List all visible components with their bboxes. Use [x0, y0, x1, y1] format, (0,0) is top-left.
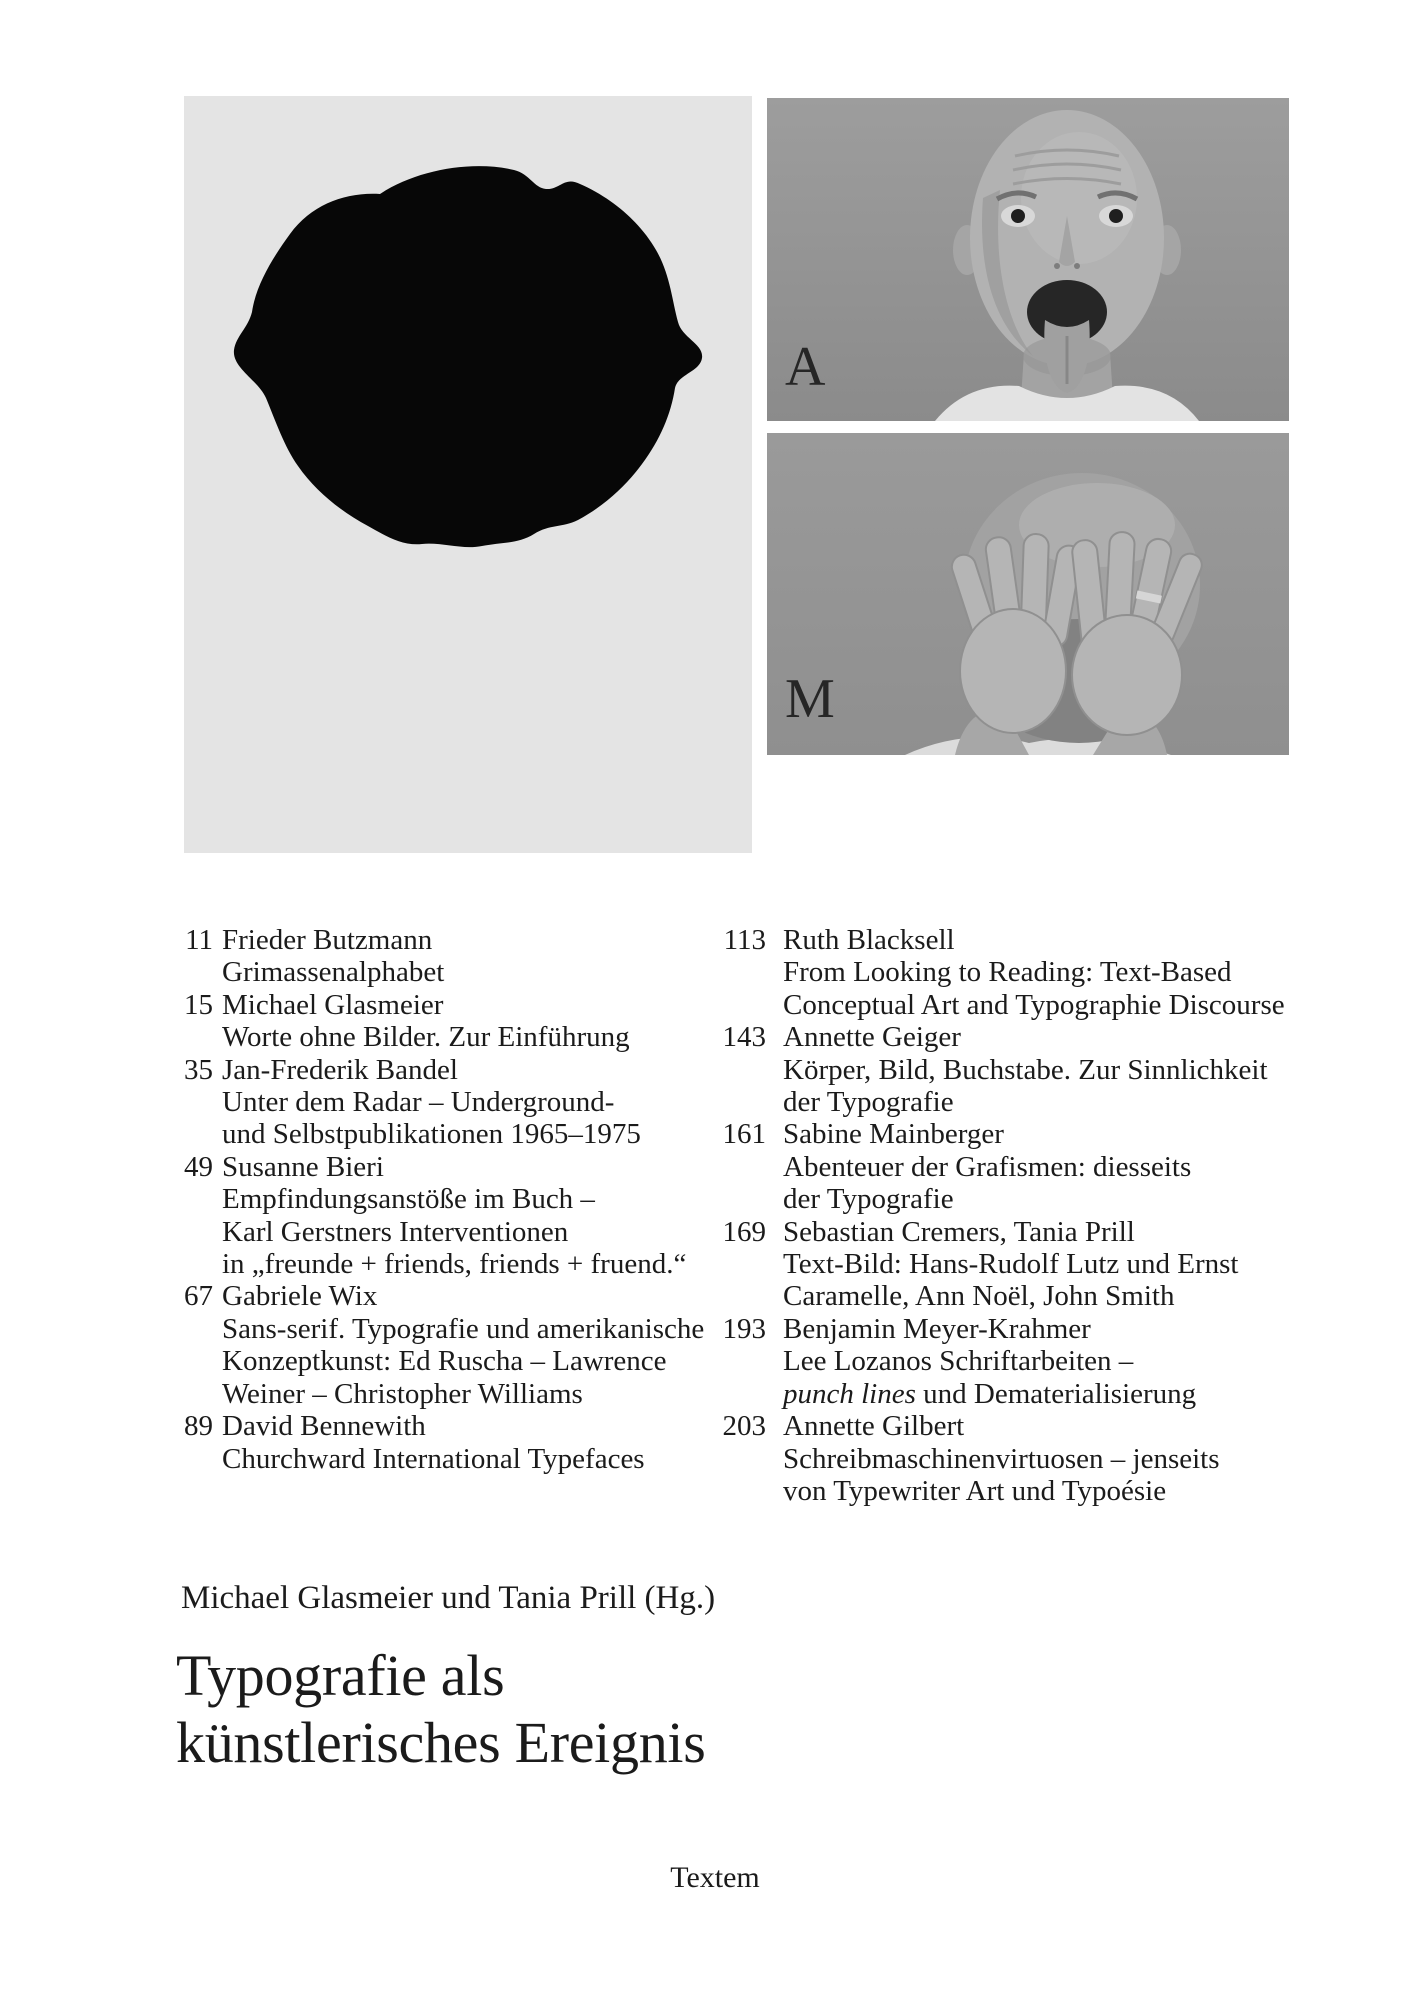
toc-line: der Typografie	[783, 1183, 954, 1216]
toc-page-number: 89	[184, 1410, 213, 1443]
toc-line: der Typografie	[783, 1086, 954, 1119]
grimace-portrait-a	[767, 98, 1289, 421]
toc-line: From Looking to Reading: Text-Based	[783, 956, 1232, 989]
ink-blob-shape	[234, 166, 702, 547]
toc-entry	[184, 989, 724, 1054]
toc-entry	[184, 1280, 724, 1410]
toc-line: Michael Glasmeier	[222, 988, 444, 1021]
toc-page-number: 15	[184, 988, 213, 1021]
book-title-line1: Typografie als	[176, 1643, 505, 1708]
photo-grimace-a	[767, 98, 1289, 421]
toc-entry	[722, 924, 1302, 1021]
editors-line: Michael Glasmeier und Tania Prill (Hg.)	[181, 1580, 716, 1616]
toc-entry-lines	[783, 1410, 1302, 1507]
toc-line: Annette Gilbert	[783, 1410, 965, 1443]
toc-page-number: 203	[722, 1410, 766, 1443]
toc-entry	[184, 1054, 724, 1151]
book-title	[176, 1642, 706, 1776]
toc-page-number: 11	[185, 924, 213, 956]
toc-page-number: 169	[722, 1215, 766, 1248]
toc-line: Gabriele Wix	[222, 1280, 378, 1313]
toc-line: Weiner – Christopher Williams	[222, 1377, 583, 1410]
toc-entry-lines	[222, 1151, 724, 1281]
toc-entry	[184, 1151, 724, 1281]
pupil-left	[1011, 209, 1025, 223]
ink-blob-panel	[184, 96, 752, 853]
grimace-portrait-m	[767, 433, 1289, 755]
toc-line: David Bennewith	[222, 1410, 426, 1443]
toc-line: von Typewriter Art und Typoésie	[783, 1474, 1167, 1507]
toc-line: Konzeptkunst: Ed Ruscha – Lawrence	[222, 1345, 667, 1378]
nostril-right	[1074, 263, 1080, 269]
toc-page-number: 35	[184, 1053, 213, 1086]
toc-line: und Selbstpublikationen 1965–1975	[222, 1118, 641, 1151]
toc-entry-lines	[783, 1118, 1302, 1215]
toc-entry	[722, 1021, 1302, 1118]
toc-line: Lee Lozanos Schriftarbeiten –	[783, 1345, 1134, 1378]
book-title-line2: künstlerisches Ereignis	[176, 1710, 706, 1775]
toc-line: Körper, Bild, Buchstabe. Zur Sinnlichkeit	[783, 1053, 1268, 1086]
toc-line: Caramelle, Ann Noël, John Smith	[783, 1280, 1175, 1313]
toc-entry	[722, 1118, 1302, 1215]
toc-line: Ruth Blacksell	[783, 924, 955, 956]
toc-entry	[722, 1410, 1302, 1507]
nostril-left	[1054, 263, 1060, 269]
toc-entry-lines	[783, 924, 1302, 1021]
toc-line: Schreibmaschinenvirtuosen – jenseits	[783, 1442, 1220, 1475]
toc-line: Empfindungsanstöße im Buch –	[222, 1183, 595, 1216]
palm-right	[1072, 615, 1182, 735]
toc-column-left	[184, 924, 724, 1475]
toc-line: Text-Bild: Hans-Rudolf Lutz und Ernst	[783, 1248, 1239, 1281]
pupil-right	[1109, 209, 1123, 223]
toc-entry-lines	[222, 1054, 724, 1151]
toc-page-number: 193	[722, 1312, 766, 1345]
toc-line: Unter dem Radar – Underground-	[222, 1086, 615, 1119]
toc-line: Sabine Mainberger	[783, 1118, 1004, 1151]
toc-entry-lines	[783, 1216, 1302, 1313]
toc-page-number: 161	[722, 1118, 766, 1151]
toc-page-number: 67	[184, 1280, 213, 1313]
toc-entry-lines	[222, 1280, 724, 1410]
toc-line: Sans-serif. Typografie und amerikanische	[222, 1312, 705, 1345]
toc-entry-lines	[222, 989, 724, 1054]
photo-label-m: M	[785, 668, 835, 730]
toc-entry-lines	[222, 924, 724, 989]
toc-line: Churchward International Typefaces	[222, 1442, 645, 1475]
ink-blob-graphic	[184, 96, 752, 853]
toc-line: Conceptual Art and Typographie Discourse	[783, 988, 1285, 1021]
toc-line: Frieder Butzmann	[222, 924, 433, 956]
toc-entry-lines	[783, 1313, 1302, 1410]
toc-entry-lines	[783, 1021, 1302, 1118]
toc-line: Annette Geiger	[783, 1021, 961, 1054]
photo-label-a: A	[785, 336, 826, 398]
toc-line: Jan-Frederik Bandel	[222, 1053, 458, 1086]
toc-page-number: 49	[184, 1150, 213, 1183]
toc-entry	[722, 1313, 1302, 1410]
toc-line: Karl Gerstners Interventionen	[222, 1215, 569, 1248]
palm-left	[960, 609, 1066, 733]
toc-line: Grimassenalphabet	[222, 956, 445, 989]
toc-line: in „freunde + friends, friends + fruend.“	[222, 1248, 687, 1281]
toc-line: Sebastian Cremers, Tania Prill	[783, 1215, 1135, 1248]
toc-page-number: 113	[723, 924, 766, 956]
toc-line: Worte ohne Bilder. Zur Einführung	[222, 1021, 630, 1054]
toc-column-right	[722, 924, 1302, 1507]
toc-line: Abenteuer der Grafismen: diesseits	[783, 1150, 1192, 1183]
photo-hands-m	[767, 433, 1289, 755]
publisher-logo: Textem	[670, 1861, 760, 1894]
toc-entry	[184, 1410, 724, 1475]
toc-entry	[184, 924, 724, 989]
toc-line: Susanne Bieri	[222, 1150, 384, 1183]
toc-entry	[722, 1216, 1302, 1313]
toc-line: Benjamin Meyer-Krahmer	[783, 1312, 1091, 1345]
toc-entry-lines	[222, 1410, 724, 1475]
toc-page-number: 143	[722, 1021, 766, 1054]
toc-line: punch lines und Dematerialisierung	[783, 1377, 1197, 1410]
